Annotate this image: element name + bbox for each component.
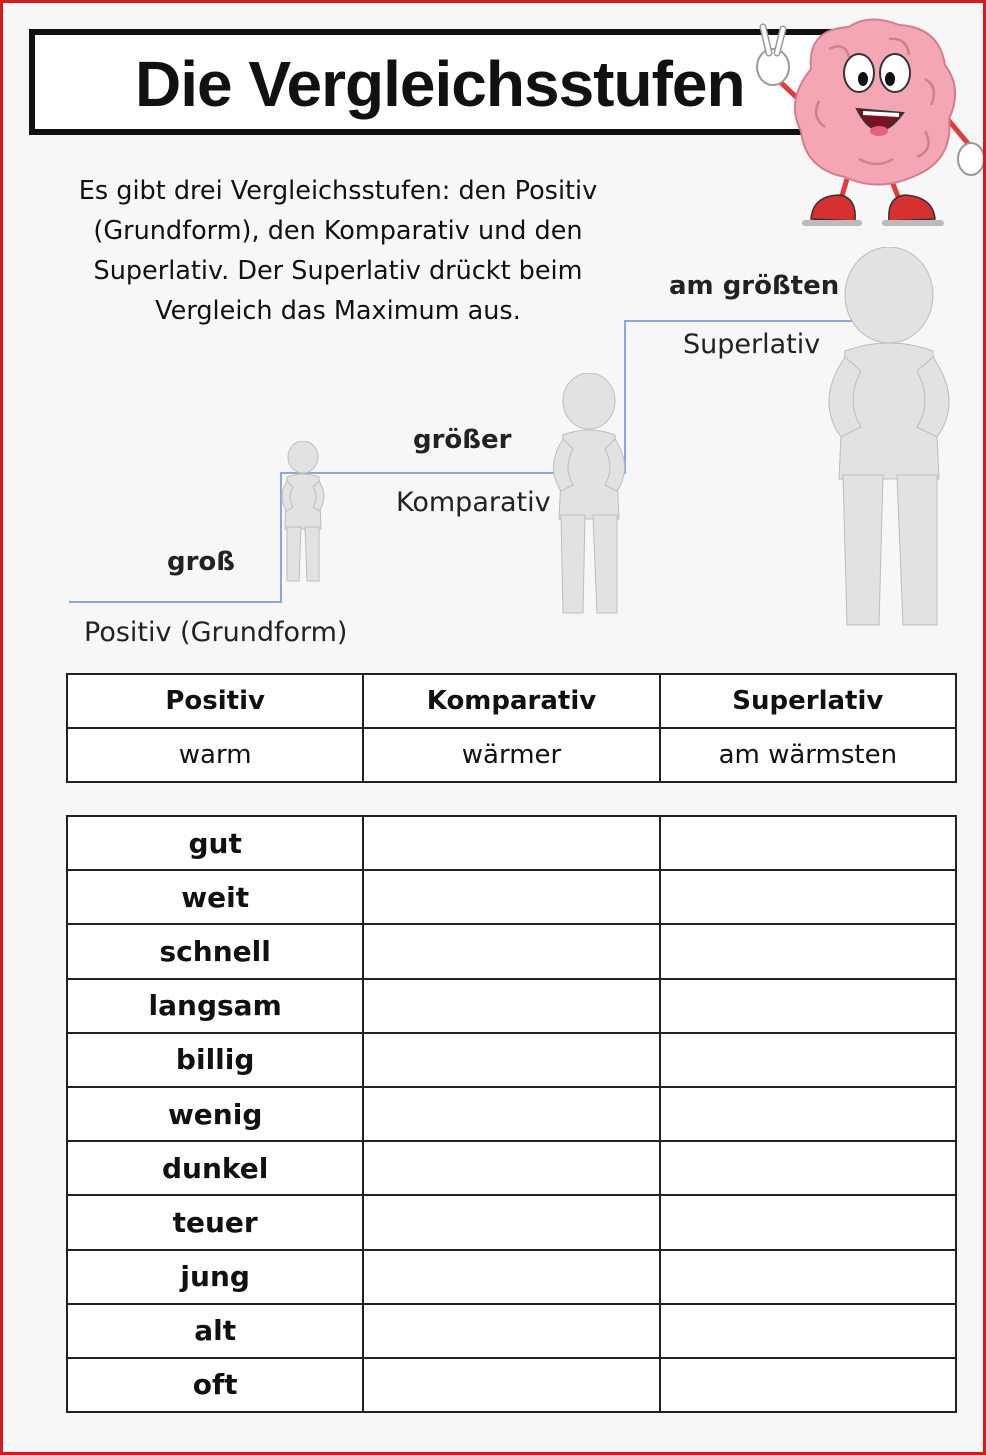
positive-word: groß <box>167 547 235 577</box>
exercise-word: teuer <box>67 1195 363 1249</box>
header-superlative: Superlativ <box>660 674 956 728</box>
exercise-word: dunkel <box>67 1141 363 1195</box>
exercise-word: alt <box>67 1304 363 1358</box>
example-header-row <box>67 674 956 728</box>
figure-large-icon <box>821 247 961 631</box>
table-row <box>67 1195 956 1249</box>
exercise-word: jung <box>67 1250 363 1304</box>
answer-cell-superlative[interactable] <box>660 924 956 978</box>
answer-cell-superlative[interactable] <box>660 1250 956 1304</box>
answer-cell-comparative[interactable] <box>363 1087 659 1141</box>
exercise-word: langsam <box>67 979 363 1033</box>
answer-cell-comparative[interactable] <box>363 979 659 1033</box>
header-comparative: Komparativ <box>363 674 659 728</box>
table-row <box>67 1358 956 1412</box>
comparative-label: Komparativ <box>396 487 551 518</box>
example-positive: warm <box>67 728 363 782</box>
table-row <box>67 1304 956 1358</box>
answer-cell-comparative[interactable] <box>363 1250 659 1304</box>
header-positive: Positiv <box>67 674 363 728</box>
answer-cell-superlative[interactable] <box>660 1033 956 1087</box>
answer-cell-superlative[interactable] <box>660 816 956 870</box>
figure-small-icon <box>275 441 331 587</box>
page-title: Die Vergleichsstufen <box>135 48 745 120</box>
exercise-word: gut <box>67 816 363 870</box>
table-row <box>67 870 956 924</box>
table-row <box>67 816 956 870</box>
exercise-word: billig <box>67 1033 363 1087</box>
example-comparative: wärmer <box>363 728 659 782</box>
example-row <box>67 728 956 782</box>
answer-cell-comparative[interactable] <box>363 1141 659 1195</box>
exercise-word: wenig <box>67 1087 363 1141</box>
title-box <box>29 29 859 135</box>
exercise-table <box>66 815 957 1413</box>
answer-cell-superlative[interactable] <box>660 1141 956 1195</box>
answer-cell-comparative[interactable] <box>363 1304 659 1358</box>
comparative-word: größer <box>413 425 512 455</box>
answer-cell-superlative[interactable] <box>660 979 956 1033</box>
exercise-word: weit <box>67 870 363 924</box>
answer-cell-superlative[interactable] <box>660 1358 956 1412</box>
example-table <box>66 673 957 783</box>
figure-medium-icon <box>547 373 633 619</box>
answer-cell-superlative[interactable] <box>660 1304 956 1358</box>
table-row <box>67 979 956 1033</box>
answer-cell-comparative[interactable] <box>363 924 659 978</box>
table-row <box>67 1250 956 1304</box>
answer-cell-superlative[interactable] <box>660 870 956 924</box>
table-row <box>67 1087 956 1141</box>
answer-cell-superlative[interactable] <box>660 1195 956 1249</box>
example-superlative: am wärmsten <box>660 728 956 782</box>
table-row <box>67 924 956 978</box>
superlative-label: Superlativ <box>683 329 821 360</box>
stair-line-superlative <box>624 320 854 322</box>
answer-cell-comparative[interactable] <box>363 1195 659 1249</box>
answer-cell-comparative[interactable] <box>363 1358 659 1412</box>
answer-cell-superlative[interactable] <box>660 1087 956 1141</box>
exercise-word: schnell <box>67 924 363 978</box>
exercise-word: oft <box>67 1358 363 1412</box>
answer-cell-comparative[interactable] <box>363 870 659 924</box>
table-row <box>67 1033 956 1087</box>
stair-line-positive <box>69 601 281 603</box>
intro-text: Es gibt drei Vergleichsstufen: den Positiv (Grundform), den Komparativ und den Superlativ. Der Superlativ drückt beim Vergleich das Maximum aus. <box>78 176 598 326</box>
table-row <box>67 1141 956 1195</box>
superlative-word: am größten <box>669 271 840 301</box>
answer-cell-comparative[interactable] <box>363 816 659 870</box>
positive-label: Positiv (Grundform) <box>84 617 348 648</box>
answer-cell-comparative[interactable] <box>363 1033 659 1087</box>
brain-mascot-icon <box>749 9 985 241</box>
